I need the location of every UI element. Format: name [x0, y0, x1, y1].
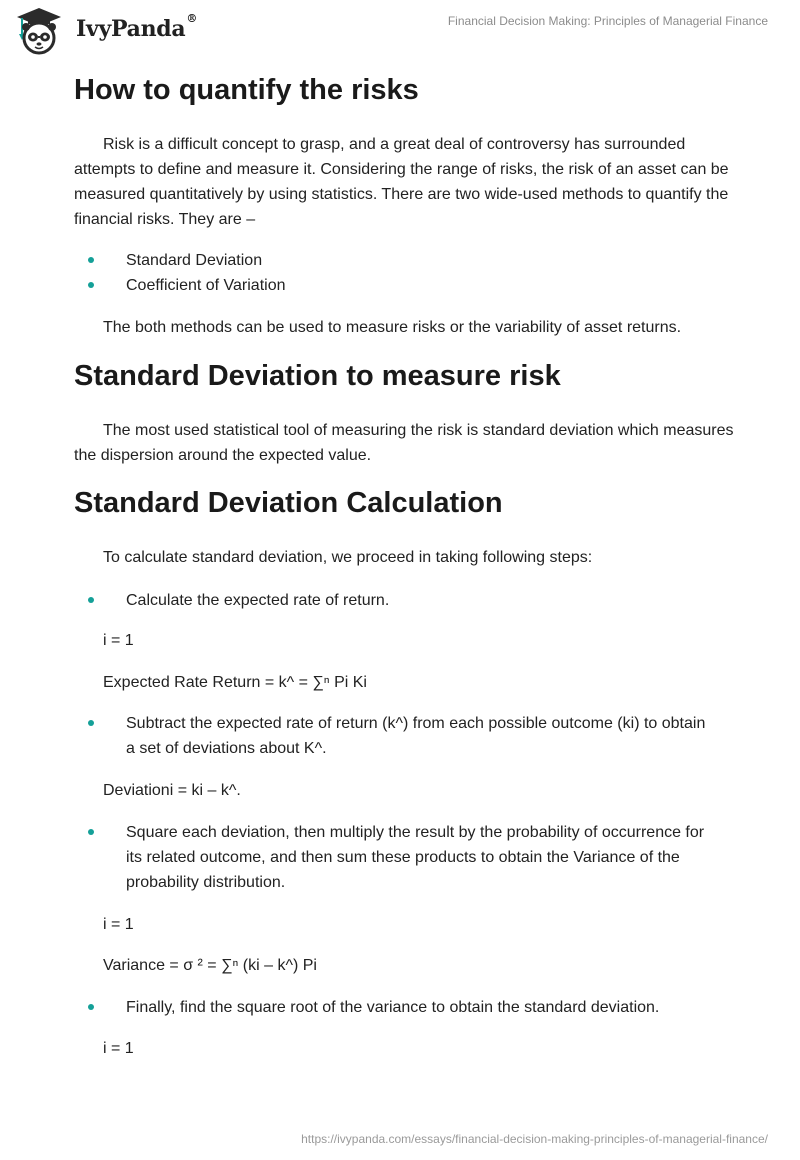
- bullet-dot-icon: [88, 597, 94, 603]
- source-url-link[interactable]: https://ivypanda.com/essays/financial-decision-making-principles-of-managerial-finance/: [301, 1132, 768, 1146]
- heading-quantify-risks: How to quantify the risks: [74, 74, 419, 106]
- bullet-dot-icon: [88, 257, 94, 263]
- registered-mark: ®: [186, 12, 198, 25]
- paragraph-methods: The both methods can be used to measure risks or the variability of asset returns.: [103, 319, 682, 336]
- bullet-dot-icon: [88, 829, 94, 835]
- list-item-text: Calculate the expected rate of return.: [126, 592, 390, 609]
- index-label: i = 1: [103, 1040, 134, 1057]
- paragraph-std-dev: The most used statistical tool of measuring the risk is standard deviation which measures the dispersion around the expected value.: [74, 422, 734, 464]
- index-label: i = 1: [103, 916, 134, 933]
- paragraph-risk-intro: Risk is a difficult concept to grasp, and a great deal of controversy has surrounded attempts to define and measure it. Considering the range of risks, the risk of an asset can be measured quantitatively by using statistics. There are two wide-used methods to quantify the financial risks. They are –: [74, 136, 729, 228]
- panda-icon: [14, 6, 64, 56]
- formula-variance: Variance = σ ² = ∑ⁿ (ki – k^) Pi: [103, 957, 317, 974]
- list-item-text: Standard Deviation: [126, 252, 263, 269]
- bullet-dot-icon: [88, 720, 94, 726]
- page-header: [0, 0, 800, 60]
- list-item-text: Subtract the expected rate of return (k^) from each possible outcome (ki) to obtain a set of deviations about K^.: [126, 715, 706, 757]
- ivypanda-logo[interactable]: [14, 6, 64, 56]
- list-item-text: Finally, find the square root of the variance to obtain the standard deviation.: [126, 999, 660, 1016]
- heading-std-dev-risk: Standard Deviation to measure risk: [74, 360, 561, 392]
- list-item-text: Square each deviation, then multiply the result by the probability of occurrence for its related outcome, and then sum these products to obtain the Variance of the probability distribution.: [126, 824, 705, 891]
- bullet-dot-icon: [88, 282, 94, 288]
- heading-std-dev-calc: Standard Deviation Calculation: [74, 487, 503, 519]
- document-title: Financial Decision Making: Principles of Managerial Finance: [447, 14, 768, 28]
- index-label: i = 1: [103, 632, 134, 649]
- formula-expected-return: Expected Rate Return = k^ = ∑ⁿ Pi Ki: [103, 674, 367, 691]
- list-item-text: Coefficient of Variation: [126, 277, 286, 294]
- bullet-dot-icon: [88, 1004, 94, 1010]
- formula-deviation: Deviationi = ki – k^.: [103, 782, 241, 799]
- brand-label: IvyPanda: [76, 16, 186, 42]
- paragraph-calc-intro: To calculate standard deviation, we proceed in taking following steps:: [103, 549, 593, 566]
- brand-name[interactable]: [76, 12, 198, 42]
